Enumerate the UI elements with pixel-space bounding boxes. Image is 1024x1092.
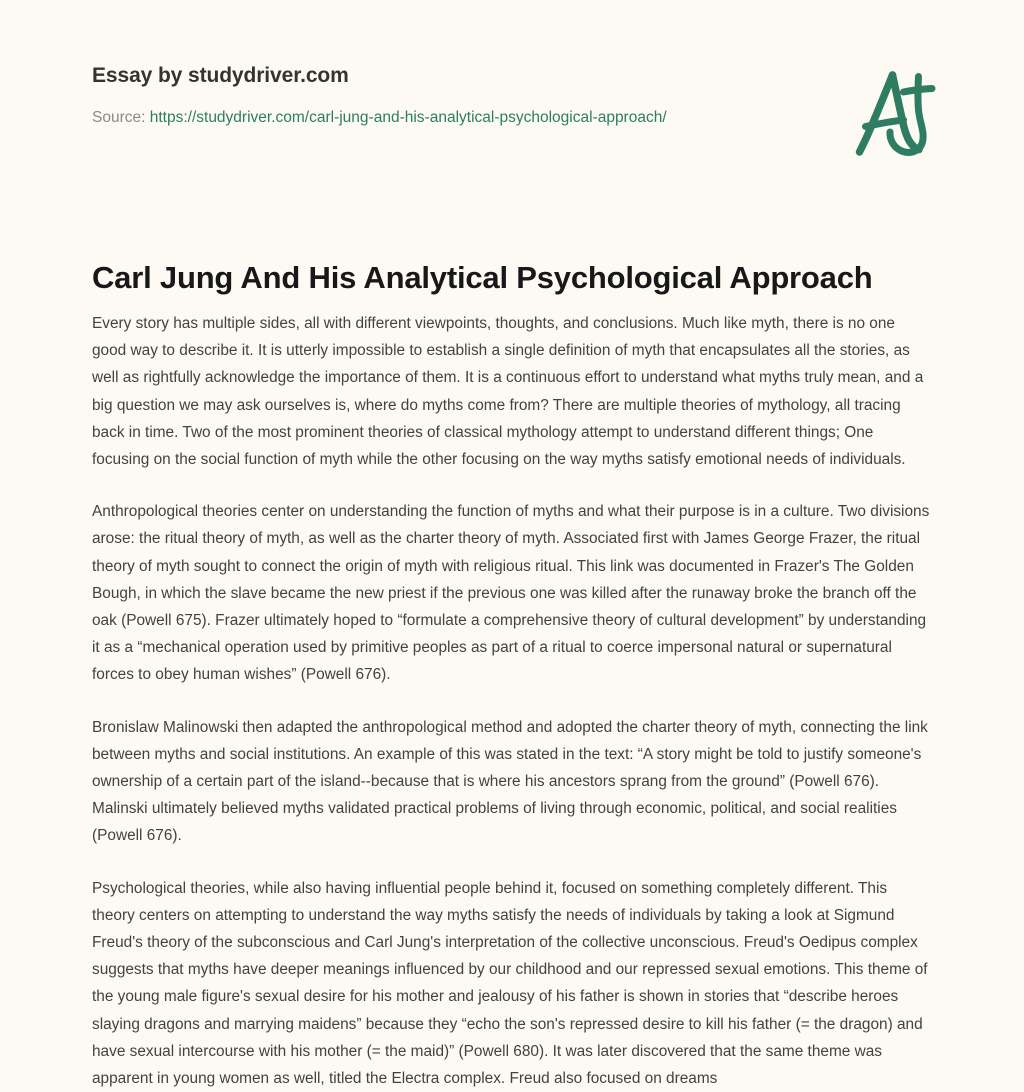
- a-plus-icon: [840, 58, 952, 170]
- source-line: [92, 108, 954, 128]
- source-url-link[interactable]: https://studydriver.com/carl-jung-and-his-analytical-psychological-approach/: [149, 109, 667, 127]
- studydriver-logo[interactable]: [840, 58, 952, 170]
- page-title: Carl Jung And His Analytical Psychological Approach: [92, 259, 873, 295]
- paragraph: Every story has multiple sides, all with different viewpoints, thoughts, and conclusions. Much like myth, there is no one good way to describe it. It is utterly impossible to establish a single definition of myth that encapsulates all the stories, as well as rightfully acknowledge the importance of them. It is a continuous effort to understand what myths truly mean, and a big question we may ask ourselves is, where do myths come from? There are multiple theories of mythology, all tracing back in time. Two of the most prominent theories of classical mythology attempt to understand different things; One focusing on the social function of myth while the other focusing on the way myths satisfy emotional needs of individuals.: [92, 315, 924, 469]
- brand-byline: Essay by studydriver.com: [92, 64, 349, 87]
- paragraph: Anthropological theories center on understanding the function of myths and what their purpose is in a culture. Two divisions arose: the ritual theory of myth, as well as the charter theory of myth. Associated first with James George Frazer, the ritual theory of myth sought to connect the origin of myth with religious ritual. This link was documented in Frazer's The Golden Bough, in which the slave became the new priest if the previous one was killed after the runaway broke the branch off the oak (Powell 675). Frazer ultimately hoped to “formulate a comprehensive theory of cultural development” by understanding it as a “mechanical operation used by primitive peoples as part of a ritual to coerce impersonal natural or supernatural forces to obey human wishes” (Powell 676).: [92, 503, 930, 684]
- paragraph: Bronislaw Malinowski then adapted the anthropological method and adopted the charter theory of myth, connecting the link between myths and social institutions. An example of this was stated in the text: “A story might be told to justify someone's ownership of a certain part of the island--because that is where his ancestors sprang from the ground” (Powell 676). Malinski ultimately believed myths validated practical problems of living through economic, political, and social realities (Powell 676).: [92, 718, 928, 845]
- source-label: Source:: [92, 109, 146, 127]
- essay-body: [92, 310, 932, 1092]
- paragraph: Psychological theories, while also having influential people behind it, focused on something completely different. This theory centers on attempting to understand the way myths satisfy the needs of individuals by taking a look at Sigmund Freud's theory of the subconscious and Carl Jung's interpretation of the collective unconscious. Freud's Oedipus complex suggests that myths have deeper meanings influenced by our childhood and our repressed sexual emotions. This theme of the young male figure's sexual desire for his mother and jealousy of his father is shown in stories that “describe heroes slaying dragons and marrying maidens” because they “echo the son's repressed desire to kill his father (= the dragon) and have sexual intercourse with his mother (= the maid)” (Powell 680). It was later discovered that the same theme was apparent in young women as well, titled the Electra complex. Freud also focused on dreams: [92, 879, 928, 1088]
- page-header: [92, 62, 954, 172]
